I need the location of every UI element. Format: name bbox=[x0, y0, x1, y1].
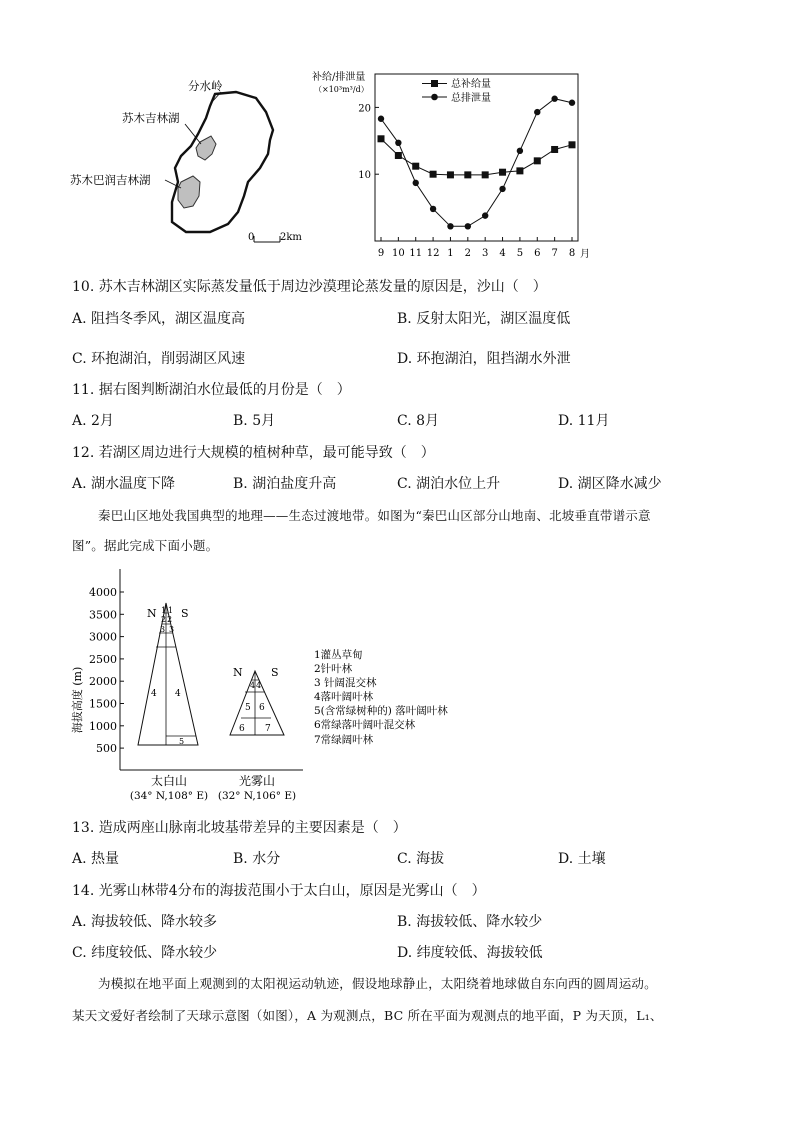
legend-item-5: 5(含常绿树种的) 落叶阔叶林 bbox=[314, 705, 448, 717]
elevation-tick-label: 3500 bbox=[89, 608, 117, 622]
basin-outline bbox=[172, 92, 273, 232]
q14-option-c[interactable]: C. 纬度较低、降水较少 bbox=[72, 945, 218, 961]
q11-stem: 11. 据右图判断湖泊水位最低的月份是（ ） bbox=[72, 382, 351, 398]
taibai-s-zone5: 5 bbox=[179, 737, 185, 746]
x-axis-unit: 月 bbox=[580, 249, 590, 260]
recharge-point bbox=[499, 169, 506, 176]
q14-option-d[interactable]: D. 纬度较低、海拔较低 bbox=[397, 945, 543, 961]
taibai-north-label: N bbox=[147, 607, 157, 620]
recharge-point bbox=[482, 171, 489, 178]
guangwu-n-zone6: 6 bbox=[239, 724, 245, 734]
x-tick-label: 9 bbox=[377, 248, 385, 259]
elevation-axis-label: 海拔高度 (m) bbox=[71, 666, 84, 734]
taibai-n-zone2: 2 bbox=[161, 615, 167, 624]
discharge-point bbox=[465, 223, 471, 229]
discharge-point bbox=[447, 223, 453, 229]
q12-option-a[interactable]: A. 湖水温度下降 bbox=[72, 476, 176, 492]
elevation-tick-label: 1500 bbox=[89, 697, 117, 711]
x-tick-label: 7 bbox=[551, 248, 558, 259]
elevation-tick-label: 2500 bbox=[89, 652, 117, 666]
elevation-tick-label: 4000 bbox=[89, 586, 117, 599]
legend-item-7: 7常绿阔叶林 bbox=[314, 734, 374, 746]
taibai-s-zone2: 2 bbox=[167, 615, 173, 624]
taibai-s-zone1: 1 bbox=[168, 606, 174, 615]
discharge-point bbox=[413, 180, 419, 186]
taibai-n-zone4: 4 bbox=[151, 689, 157, 699]
x-tick-label: 6 bbox=[534, 248, 541, 259]
q13-option-d[interactable]: D. 土壤 bbox=[558, 851, 606, 867]
discharge-point bbox=[499, 186, 505, 192]
x-tick-label: 1 bbox=[447, 248, 454, 259]
q11-option-a[interactable]: A. 2月 bbox=[72, 413, 114, 429]
discharge-point bbox=[482, 212, 488, 218]
x-tick-label: 5 bbox=[516, 248, 524, 259]
recharge-point bbox=[430, 171, 437, 178]
discharge-point bbox=[378, 116, 384, 122]
legend-discharge: 总排泄量 bbox=[451, 93, 491, 104]
q13-option-a[interactable]: A. 热量 bbox=[72, 851, 120, 867]
recharge-point bbox=[378, 135, 385, 142]
discharge-point bbox=[569, 100, 575, 106]
elevation-tick-label: 1000 bbox=[89, 719, 117, 733]
guangwu-north-label: N bbox=[233, 666, 243, 679]
intro-sun-line2: 某天文爱好者绘制了天球示意图（如图），A 为观测点，BC 所在平面为观测点的地平面，P 为天顶，L₁、 bbox=[72, 1008, 663, 1023]
y-axis-label: 补给/排泄量 bbox=[312, 72, 366, 83]
x-tick-label: 10 bbox=[391, 248, 405, 259]
recharge-point bbox=[534, 157, 541, 164]
q12-option-c[interactable]: C. 湖泊水位上升 bbox=[397, 476, 501, 492]
recharge-point bbox=[464, 171, 471, 178]
taibai-south-label: S bbox=[181, 607, 189, 620]
q14-option-a[interactable]: A. 海拔较低、降水较多 bbox=[72, 914, 218, 930]
guangwu-s-zone4: 4 bbox=[256, 681, 262, 690]
guangwu-name: 光雾山 bbox=[238, 774, 276, 788]
x-tick-label: 4 bbox=[499, 248, 506, 259]
elevation-tick-label: 500 bbox=[96, 742, 117, 756]
discharge-point bbox=[395, 140, 401, 146]
guangwu-n-zone4: 4 bbox=[250, 681, 256, 690]
recharge-discharge-chart bbox=[310, 66, 600, 266]
recharge-point bbox=[412, 163, 419, 170]
discharge-point bbox=[551, 96, 557, 102]
x-tick-label: 3 bbox=[481, 248, 489, 259]
q13-stem: 13. 造成两座山脉南北坡基带差异的主要因素是（ ） bbox=[72, 820, 407, 836]
intro-qinba-line1: 秦巴山区地处我国典型的地理——生态过渡地带。如图为“秦巴山区部分山地南、北坡垂直带谱示意 bbox=[98, 508, 651, 523]
q11-option-c[interactable]: C. 8月 bbox=[397, 413, 440, 429]
q12-option-b[interactable]: B. 湖泊盐度升高 bbox=[233, 476, 337, 492]
lake-region-map bbox=[60, 72, 302, 252]
legend-item-2: 2针叶林 bbox=[314, 663, 353, 675]
elevation-tick-label: 2000 bbox=[89, 675, 117, 689]
intro-sun-line1: 为模拟在地平面上观测到的太阳视运动轨迹，假设地球静止，太阳绕着地球做自东向西的圆周运动。 bbox=[98, 976, 657, 991]
q11-option-b[interactable]: B. 5月 bbox=[233, 413, 276, 429]
x-tick-label: 11 bbox=[409, 248, 423, 259]
taibai-name: 太白山 bbox=[150, 774, 188, 788]
q14-option-b[interactable]: B. 海拔较低、降水较少 bbox=[397, 914, 543, 930]
scale-zero: 0 bbox=[248, 232, 255, 243]
x-tick-label: 8 bbox=[568, 248, 576, 259]
discharge-point bbox=[517, 148, 523, 154]
legend-item-1: 1灌丛草甸 bbox=[314, 649, 363, 661]
taibai-s-zone4: 4 bbox=[175, 689, 181, 699]
legend-item-3: 3 针阔混交林 bbox=[314, 677, 377, 689]
zonation-legend bbox=[314, 648, 448, 746]
q11-option-d[interactable]: D. 11月 bbox=[558, 413, 610, 429]
recharge-point bbox=[569, 141, 576, 148]
guangwu-coords: (32° N,106° E) bbox=[217, 790, 297, 802]
x-tick-label: 12 bbox=[426, 248, 440, 259]
vertical-zonation-chart bbox=[65, 565, 485, 805]
q10-option-b[interactable]: B. 反射太阳光，湖区温度低 bbox=[397, 311, 571, 327]
q10-stem: 10. 苏木吉林湖区实际蒸发量低于周边沙漠理论蒸发量的原因是，沙山（ ） bbox=[72, 279, 547, 295]
guangwu-s-zone6: 6 bbox=[259, 703, 265, 713]
q12-stem: 12. 若湖区周边进行大规模的植树种草，最可能导致（ ） bbox=[72, 445, 435, 461]
y-tick-label: 20 bbox=[358, 103, 371, 115]
x-tick-label: 2 bbox=[464, 248, 472, 259]
q13-option-b[interactable]: B. 水分 bbox=[233, 851, 281, 867]
taibai-s-zone3: 3 bbox=[169, 625, 175, 634]
lake2-label: 苏木巴润吉林湖 bbox=[70, 173, 151, 187]
q10-option-a[interactable]: A. 阻挡冬季风，湖区温度高 bbox=[72, 311, 246, 327]
q10-option-d[interactable]: D. 环抱湖泊，阻挡湖水外泄 bbox=[397, 351, 571, 367]
legend-item-6: 6常绿落叶阔叶混交林 bbox=[314, 719, 416, 731]
y-tick-label: 10 bbox=[358, 170, 371, 182]
intro-qinba-line2: 图”。据此完成下面小题。 bbox=[72, 538, 219, 553]
discharge-point bbox=[534, 109, 540, 115]
discharge-point bbox=[430, 206, 436, 212]
taibai-coords: (34° N,108° E) bbox=[129, 790, 209, 802]
ridge-label: 分水岭 bbox=[188, 79, 223, 93]
legend-recharge: 总补给量 bbox=[451, 79, 491, 90]
recharge-point bbox=[395, 152, 402, 159]
lake1-label: 苏木吉林湖 bbox=[122, 111, 180, 125]
y-axis-unit: （×10³m³/d） bbox=[314, 85, 369, 94]
guangwu-south-label: S bbox=[271, 666, 279, 679]
q10-option-c[interactable]: C. 环抱湖泊，削弱湖区风速 bbox=[72, 351, 246, 367]
recharge-point bbox=[447, 171, 454, 178]
guangwu-n-zone5: 5 bbox=[245, 703, 251, 713]
legend-item-4: 4落叶阔叶林 bbox=[314, 691, 374, 703]
guangwu-s-zone7: 7 bbox=[265, 724, 271, 734]
taibai-n-zone3: 3 bbox=[160, 625, 166, 634]
recharge-point bbox=[551, 146, 558, 153]
q14-stem: 14. 光雾山林带4分布的海拔范围小于太白山，原因是光雾山（ ） bbox=[72, 883, 486, 899]
q12-option-d[interactable]: D. 湖区降水减少 bbox=[558, 476, 662, 492]
scale-distance: 2km bbox=[280, 232, 302, 243]
q13-option-c[interactable]: C. 海拔 bbox=[397, 851, 445, 867]
taibai-n-zone1: 1 bbox=[161, 606, 167, 615]
elevation-tick-label: 3000 bbox=[89, 630, 117, 644]
recharge-point bbox=[516, 167, 523, 174]
